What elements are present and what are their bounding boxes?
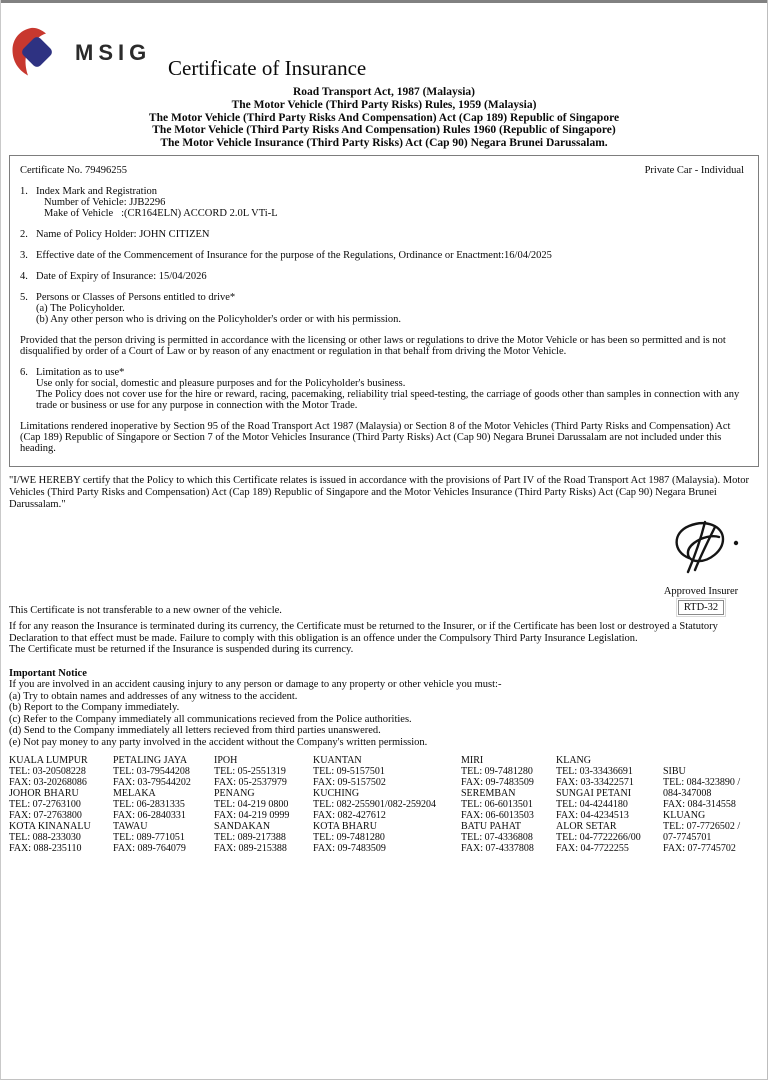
- effective-date: Effective date of the Commencement of Insurance for the purpose of the Regulations, Ordinance or Enactment:16/04/2025: [36, 249, 552, 261]
- termination-note: If for any reason the Insurance is terminated during its currency, the Certificate must be returned to the Insurer, or if the Certificate has been lost or destroyed a Statutory Declaration to that effect must be made. Failure to comply with this obligation is an offence under the Compulsory Third Party Insurance Legislation.: [9, 620, 718, 644]
- document-title: Certificate of Insurance: [168, 56, 367, 80]
- office-line: TEL: 03-79544208: [113, 766, 190, 778]
- proviso-paragraph: Provided that the person driving is permitted in accordance with the licensing or other laws or regulations to drive the Motor Vehicle or has been so permitted and is not disqualified by order of a Court of Law or by reason of any enactment or regulation in that behalf from driving the Motor Vehicle.: [20, 334, 726, 357]
- office-line: BATU PAHAT: [461, 821, 521, 833]
- declaration-paragraph: "I/WE HEREBY certify that the Policy to which this Certificate relates is issued in accordance with the provisions of Part IV of the Road Transport Act 1987 (Malaysia). Motor Vehicles (Third Party Risks and Compensation) Act (Cap 189) Republic of Singapore and the Motor Vehicles Insurance (Third Party Risks) Act (Cap 90) Negara Brunei Darussalam.": [9, 474, 750, 510]
- office-column: [9, 755, 113, 854]
- office-line: 084-347008: [663, 788, 712, 800]
- item-number: 4.: [20, 270, 28, 282]
- office-line: TEL: 03-33436691: [556, 766, 633, 778]
- important-notice: [9, 668, 759, 749]
- cert-item-3: [20, 250, 744, 261]
- office-line: TEL: 07-2763100: [9, 799, 81, 811]
- office-line: KOTA KINANALU: [9, 821, 91, 833]
- office-line: FAX: 03-79544202: [113, 777, 191, 789]
- office-line: FAX: 09-7483509: [313, 843, 386, 855]
- policy-category: Private Car - Individual: [644, 164, 744, 176]
- office-line: KLANG: [556, 755, 591, 767]
- offices-table: [9, 755, 767, 854]
- office-line: FAX: 09-7483509: [461, 777, 534, 789]
- office-line: TEL: 07-7726502 /: [663, 821, 741, 833]
- office-line: MELAKA: [113, 788, 156, 800]
- notice-item: (d) Send to the Company immediately all letters recieved from third parties unanswered.: [9, 725, 381, 737]
- item1-title: Index Mark and Registration: [36, 185, 158, 197]
- office-column: [461, 755, 556, 854]
- notice-item: (c) Refer to the Company immediately all communications recieved from the Police authorities.: [9, 713, 412, 725]
- item-body: [36, 367, 744, 411]
- signature-icon: [659, 518, 743, 576]
- statute-line: The Motor Vehicle (Third Party Risks And Compensation) Rules 1960 (Republic of Singapore): [152, 124, 616, 137]
- office-line: MIRI: [461, 755, 484, 767]
- item6-line-2: The Policy does not cover use for the hire or reward, racing, pacemaking, reliability trial speed-testing, the carriage of goods other than samples in connection with any trade or business or use for any purpose in connection with the Motor Trade.: [36, 388, 740, 411]
- office-line: TEL: 09-7481280: [461, 766, 533, 778]
- notice-item: (a) Try to obtain names and addresses of any witness to the accident.: [9, 690, 298, 702]
- msig-logo-icon: [11, 27, 56, 78]
- cert-item-6: [20, 367, 744, 411]
- office-line: SIBU: [663, 766, 686, 778]
- vehicle-make: Make of Vehicle :(CR164ELN) ACCORD 2.0L VTi-L: [44, 207, 278, 219]
- office-line: FAX: 084-314558: [663, 799, 736, 811]
- office-line: FAX: 09-5157502: [313, 777, 386, 789]
- office-line: TEL: 088-233030: [9, 832, 81, 844]
- approval-block: [653, 518, 749, 615]
- item5-line-b: (b) Any other person who is driving on the Policyholder's order or with his permission.: [36, 313, 401, 325]
- cert-item-1: [20, 186, 744, 219]
- office-line: FAX: 03-20268086: [9, 777, 87, 789]
- office-line: FAX: 07-2763800: [9, 810, 82, 822]
- office-line: TEL: 04-4244180: [556, 799, 628, 811]
- suspension-note: The Certificate must be returned if the Insurance is suspended during its currency.: [9, 644, 354, 656]
- office-line: FAX: 04-219 0999: [214, 810, 290, 822]
- office-line: TEL: 082-255901/082-259204: [313, 799, 437, 811]
- office-line: TEL: 089-217388: [214, 832, 286, 844]
- statute-line: The Motor Vehicle Insurance (Third Party Risks) Act (Cap 90) Negara Brunei Darussalam.: [160, 137, 608, 150]
- item-number: 1.: [20, 185, 28, 197]
- statute-line: The Motor Vehicle (Third Party Risks And Compensation) Act (Cap 189) Republic of Singapore: [148, 111, 620, 124]
- approved-insurer-label: Approved Insurer: [663, 586, 739, 597]
- notice-title: Important Notice: [9, 667, 87, 679]
- statute-line: The Motor Vehicle (Third Party Risks) Rules, 1959 (Malaysia): [231, 98, 537, 111]
- office-line: TEL: 04-7722266/00: [556, 832, 641, 844]
- office-line: 07-7745701: [663, 832, 712, 844]
- item-body: [36, 186, 744, 219]
- office-line: KUALA LUMPUR: [9, 755, 88, 767]
- policy-holder-name: Name of Policy Holder: JOHN CITIZEN: [36, 228, 210, 240]
- office-line: FAX: 089-215388: [214, 843, 287, 855]
- office-column: [214, 755, 313, 854]
- office-line: FAX: 07-7745702: [663, 843, 736, 855]
- office-line: FAX: 04-4234513: [556, 810, 629, 822]
- office-line: SANDAKAN: [214, 821, 271, 833]
- office-line: IPOH: [214, 755, 238, 767]
- office-line: TEL: 09-7481280: [313, 832, 385, 844]
- office-line: TEL: 06-6013501: [461, 799, 533, 811]
- office-line: FAX: 04-7722255: [556, 843, 629, 855]
- item-number: 6.: [20, 366, 28, 378]
- office-line: JOHOR BHARU: [9, 788, 79, 800]
- cert-item-4: [20, 271, 744, 282]
- notice-item: (b) Report to the Company immediately.: [9, 702, 180, 714]
- office-line: PETALING JAYA: [113, 755, 188, 767]
- certificate-number: Certificate No. 79496255: [20, 164, 128, 176]
- office-line: TEL: 05-2551319: [214, 766, 286, 778]
- office-line: TEL: 084-323890 /: [663, 777, 741, 789]
- certificate-box: [9, 155, 759, 467]
- office-column: [113, 755, 214, 854]
- office-line: TEL: 03-20508228: [9, 766, 86, 778]
- office-line: FAX: 088-235110: [9, 843, 82, 855]
- item-body: [36, 292, 744, 325]
- notice-intro: If you are involved in an accident causing injury to any person or damage to any property or other vehicle you must:-: [9, 679, 502, 691]
- office-line: FAX: 06-6013503: [461, 810, 534, 822]
- office-line: FAX: 06-2840331: [113, 810, 186, 822]
- notice-list: [9, 691, 759, 749]
- item6-title: Limitation as to use*: [36, 366, 125, 378]
- item-number: 5.: [20, 291, 28, 303]
- header: [1, 0, 767, 80]
- notice-item: (e) Not pay money to any party involved in the accident without the Company's written permission.: [9, 736, 428, 748]
- office-line: SEREMBAN: [461, 788, 516, 800]
- expiry-date: Date of Expiry of Insurance: 15/04/2026: [36, 270, 207, 282]
- office-line: TEL: 09-5157501: [313, 766, 385, 778]
- limitations-paragraph: Limitations rendered inoperative by Section 95 of the Road Transport Act 1987 (Malaysia) or Section 8 of the Motor Vehicles (Third Party Risks and Compensation) Act (Cap 189) Republic of Singapore or Section 7 of the Motor Vehicles Insurance (Third Party Risks) Act (Cap 90) Negara Brunei Darussalam are not included under this heading.: [20, 420, 731, 454]
- item5-line-a: (a) The Policyholder.: [36, 302, 125, 314]
- office-line: TEL: 06-2831335: [113, 799, 185, 811]
- item-number: 2.: [20, 228, 28, 240]
- office-line: FAX: 03-33422571: [556, 777, 634, 789]
- office-line: KUANTAN: [313, 755, 362, 767]
- office-column: [556, 755, 663, 854]
- office-line: KOTA BHARU: [313, 821, 377, 833]
- item5-title: Persons or Classes of Persons entitled to drive*: [36, 291, 236, 303]
- cert-item-5: [20, 292, 744, 325]
- office-line: ALOR SETAR: [556, 821, 617, 833]
- office-line: TEL: 07-4336808: [461, 832, 533, 844]
- statute-list: [1, 86, 767, 150]
- vehicle-number: Number of Vehicle: JJB2296: [44, 196, 166, 208]
- certificate-head: [20, 165, 744, 176]
- office-line: TAWAU: [113, 821, 148, 833]
- transfer-note: This Certificate is not transferable to a new owner of the vehicle.: [9, 604, 282, 616]
- office-column: [313, 755, 461, 854]
- cert-item-2: [20, 229, 744, 240]
- office-line: FAX: 082-427612: [313, 810, 386, 822]
- office-line: TEL: 04-219 0800: [214, 799, 289, 811]
- office-line: SUNGAI PETANI: [556, 788, 632, 800]
- office-line: FAX: 05-2537979: [214, 777, 287, 789]
- office-line: KUCHING: [313, 788, 360, 800]
- office-line: KLUANG: [663, 810, 706, 822]
- office-line: TEL: 089-771051: [113, 832, 185, 844]
- item-number: 3.: [20, 249, 28, 261]
- approval-code-badge: RTD-32: [678, 600, 724, 615]
- office-line: FAX: 089-764079: [113, 843, 186, 855]
- statute-line: Road Transport Act, 1987 (Malaysia): [293, 86, 475, 98]
- office-line: PENANG: [214, 788, 255, 800]
- office-column: [663, 755, 763, 854]
- item6-line-1: Use only for social, domestic and pleasure purposes and for the Policyholder's business.: [36, 377, 406, 389]
- office-line: FAX: 07-4337808: [461, 843, 534, 855]
- company-wordmark: MSIG: [75, 40, 152, 65]
